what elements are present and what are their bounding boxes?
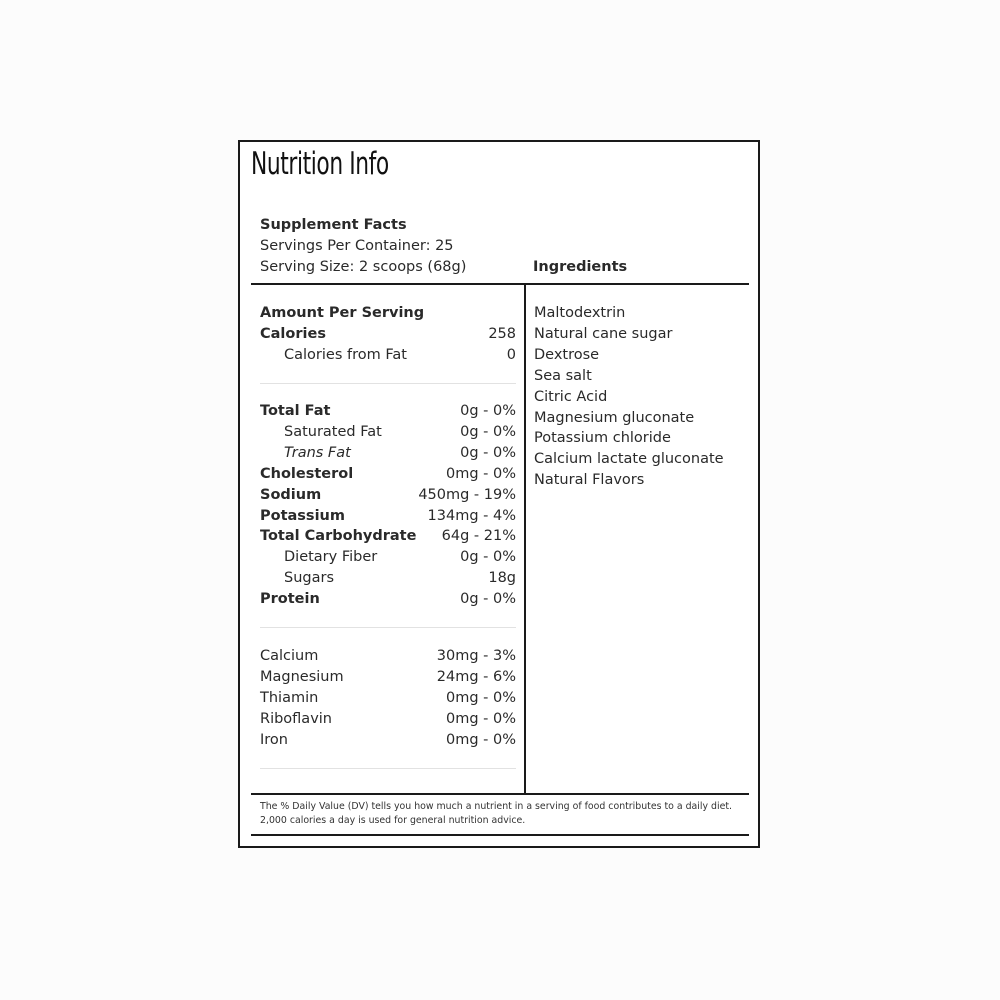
nutrient-row-saturated-fat — [260, 422, 516, 443]
mineral-label: Riboflavin — [260, 710, 332, 727]
nutrient-label: Trans Fat — [284, 444, 351, 461]
daily-value-footnote — [260, 800, 750, 828]
nutrient-label: Sodium — [260, 486, 322, 503]
column-divider — [524, 285, 526, 794]
nutrient-row-total-carbohydrate — [260, 526, 516, 547]
ingredient-item: Citric Acid — [534, 388, 608, 405]
ingredient-item: Sea salt — [534, 367, 592, 384]
nutrient-row-calories-from-fat — [260, 345, 516, 366]
nutrient-row-total-fat — [260, 401, 516, 422]
nutrient-row-trans-fat — [260, 443, 516, 464]
nutrient-row-dietary-fiber — [260, 547, 516, 568]
ingredient-item: Natural cane sugar — [534, 325, 673, 342]
mineral-row-thiamin — [260, 688, 516, 709]
nutrient-label: Calories from Fat — [284, 346, 407, 363]
mineral-row-riboflavin — [260, 709, 516, 730]
nutrient-value: 0g - 0% — [460, 549, 516, 566]
nutrient-label: Total Fat — [260, 403, 331, 419]
nutrient-label: Total Carbohydrate — [260, 528, 417, 545]
mineral-value: 0mg - 0% — [445, 710, 516, 727]
nutrient-label: Saturated Fat — [284, 423, 382, 440]
supplement-facts-header — [260, 215, 466, 278]
nutrient-value: 18g — [488, 570, 516, 587]
section-divider — [260, 768, 516, 769]
nutrient-label: Potassium — [260, 507, 345, 524]
ingredient-item: Potassium chloride — [534, 430, 671, 447]
nutrient-label: Calories — [260, 325, 326, 342]
nutrient-row-potassium — [260, 506, 516, 527]
mineral-label: Thiamin — [260, 689, 319, 706]
nutrients-section — [260, 401, 516, 610]
nutrient-value: 0g - 0% — [460, 591, 516, 608]
mineral-row-magnesium — [260, 667, 516, 688]
section-divider — [260, 627, 516, 628]
mineral-value: 24mg - 6% — [436, 668, 516, 685]
ingredients-heading: Ingredients — [533, 259, 628, 275]
ingredient-item: Natural Flavors — [534, 472, 645, 489]
nutrient-value: 0mg - 0% — [445, 465, 516, 482]
serving-size: Serving Size: 2 scoops (68g) — [260, 259, 467, 275]
ingredients-list — [534, 303, 724, 491]
ingredient-item: Calcium lactate gluconate — [534, 451, 724, 468]
top-divider — [251, 283, 749, 285]
section-divider — [260, 383, 516, 384]
mineral-value: 0mg - 0% — [445, 731, 516, 748]
mineral-label: Calcium — [260, 648, 319, 664]
minerals-section — [260, 646, 516, 751]
nutrient-label: Sugars — [284, 570, 334, 587]
mineral-value: 30mg - 3% — [436, 648, 516, 664]
mineral-label: Iron — [260, 731, 288, 748]
footnote-line: 2,000 calories a day is used for general nutrition advice. — [260, 815, 526, 826]
nutrient-value: 64g - 21% — [441, 528, 516, 545]
nutrient-label: Protein — [260, 591, 320, 608]
servings-per-container: Servings Per Container: 25 — [260, 238, 454, 254]
nutrition-label-card — [238, 140, 760, 848]
ingredient-item: Maltodextrin — [534, 305, 626, 321]
calories-section — [260, 303, 516, 366]
nutrient-value: 0 — [506, 346, 516, 363]
footnote-divider — [251, 834, 749, 836]
nutrient-label: Cholesterol — [260, 465, 354, 482]
bottom-divider — [251, 793, 749, 795]
nutrient-value: 0g - 0% — [460, 423, 516, 440]
nutrient-row-cholesterol — [260, 464, 516, 485]
nutrient-value: 134mg - 4% — [427, 507, 516, 524]
nutrient-row-calories — [260, 324, 516, 345]
nutrient-row-sugars — [260, 568, 516, 589]
nutrient-row-sodium — [260, 485, 516, 506]
mineral-row-calcium — [260, 646, 516, 667]
mineral-label: Magnesium — [260, 668, 344, 685]
nutrient-value: 450mg - 19% — [418, 486, 516, 503]
nutrient-value: 258 — [488, 325, 516, 342]
supplement-facts-heading: Supplement Facts — [260, 217, 407, 233]
mineral-value: 0mg - 0% — [445, 689, 516, 706]
nutrient-value: 0g - 0% — [460, 403, 516, 419]
mineral-row-iron — [260, 730, 516, 751]
page-title: Nutrition Info — [251, 146, 389, 182]
ingredient-item: Magnesium gluconate — [534, 409, 695, 426]
nutrient-label: Dietary Fiber — [284, 549, 378, 566]
nutrient-value: 0g - 0% — [460, 444, 516, 461]
footnote-line: The % Daily Value (DV) tells you how much a nutrient in a serving of food contributes to a daily diet. — [260, 801, 732, 812]
amount-per-serving-heading: Amount Per Serving — [260, 305, 425, 321]
nutrient-row-protein — [260, 589, 516, 610]
ingredient-item: Dextrose — [534, 346, 600, 363]
